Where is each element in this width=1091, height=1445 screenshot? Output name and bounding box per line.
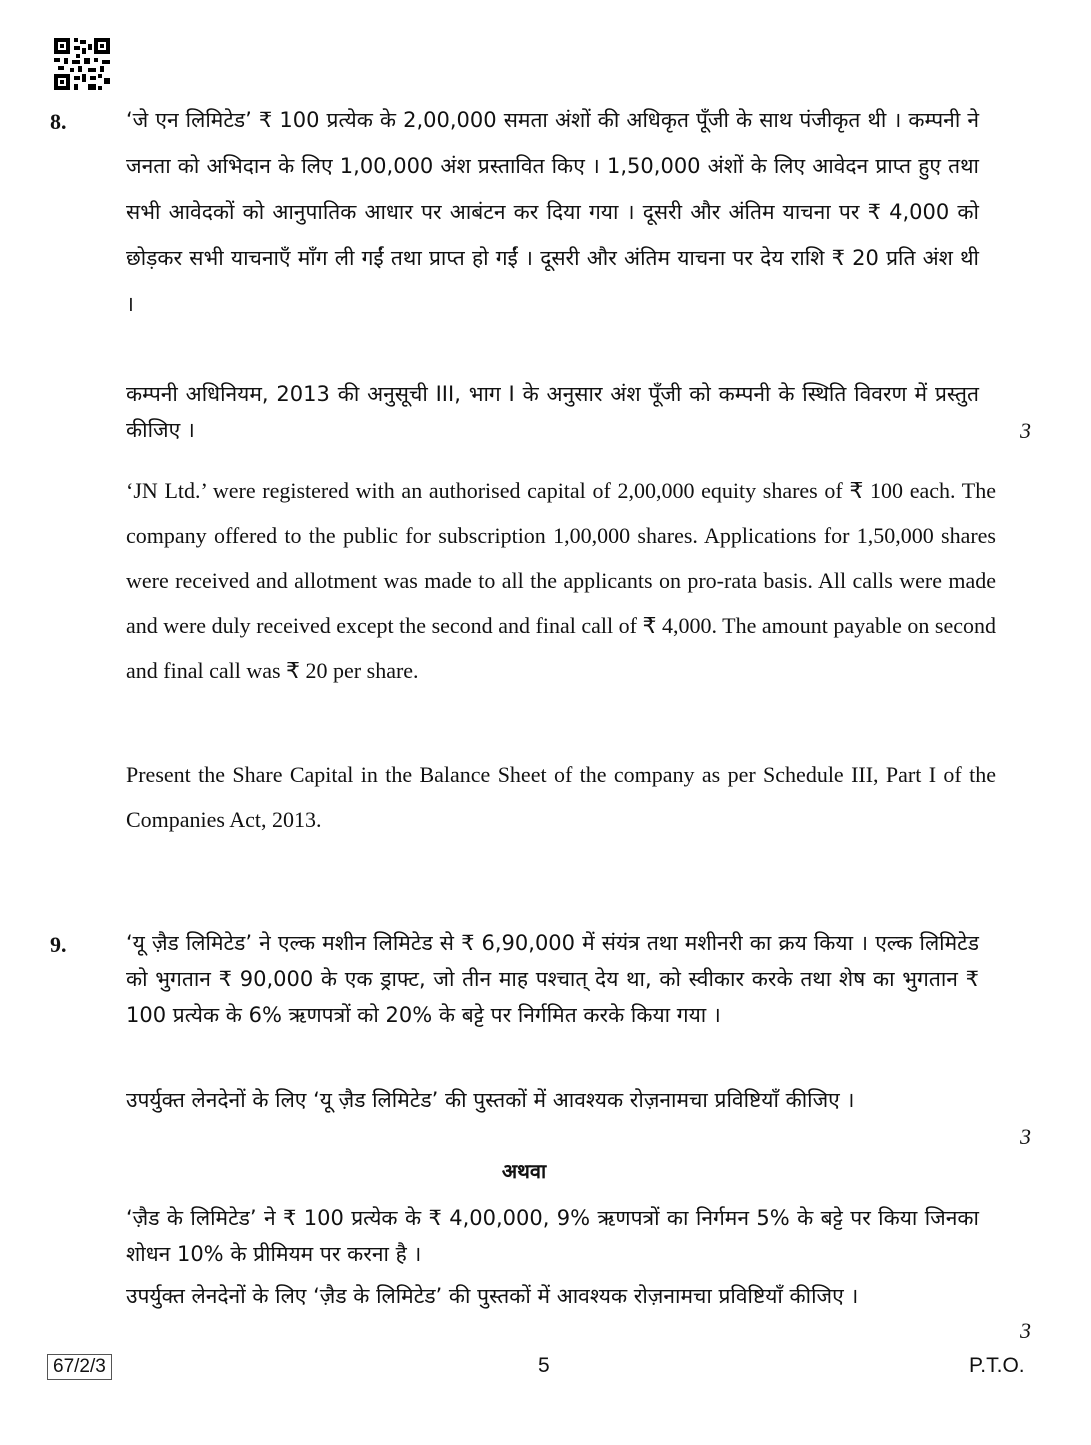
question-hindi-instruction: कम्पनी अधिनियम, 2013 की अनुसूची III, भाग I के अनुसार अंश पूँजी को कम्पनी के स्थिति विवरण में प्रस्तुत कीजिए । (126, 382, 979, 442)
paper-code: 67/2/3 (47, 1354, 112, 1380)
qr-code-icon (54, 38, 110, 90)
question-hindi-instruction: उपर्युक्त लेनदेनों के लिए ‘यू ज़ैड लिमिटेड’ की पुस्तकों में आवश्यक रोज़नामचा प्रविष्टियाँ कीजिए । (126, 1088, 855, 1112)
question-english-instruction: Present the Share Capital in the Balance Sheet of the company as per Schedule III, Part I of the Companies Act, 2013. (126, 762, 996, 832)
question-number: 8. (50, 109, 67, 134)
or-separator: अथवा (501, 1159, 547, 1183)
page-number: 5 (538, 1354, 550, 1377)
alternative-question-hindi-text: ‘ज़ैड के लिमिटेड’ ने ₹ 100 प्रत्येक के ₹ 4,00,000, 9% ऋणपत्रों का निर्गमन 5% के बट्टे पर किया जिनका शोधन 10% के प्रीमियम पर करना है । (126, 1206, 979, 1266)
question-english-text: ‘JN Ltd.’ were registered with an authorised capital of 2,00,000 equity shares of ₹ 100 each. The company offered to the public for subscription 1,00,000 shares. Applications for 1,50,000 shares were received and allotment was made to all the applicants on pro-rata basis. All calls were made and were duly received except the second and final call of ₹ 4,000. The amount payable on second and final call was ₹ 20 per share. (126, 478, 996, 683)
alternative-question-hindi-instruction: उपर्युक्त लेनदेनों के लिए ‘ज़ैड के लिमिटेड’ की पुस्तकों में आवश्यक रोज़नामचा प्रविष्टियाँ कीजिए । (126, 1284, 859, 1308)
please-turn-over: P.T.O. (969, 1354, 1025, 1377)
question-number: 9. (50, 932, 67, 957)
question-hindi-text: ‘यू ज़ैड लिमिटेड’ ने एल्क मशीन लिमिटेड से ₹ 6,90,000 में संयंत्र तथा मशीनरी का क्रय किया । एल्क लिमिटेड को भुगतान ₹ 90,000 के एक ड्राफ्ट, जो तीन माह पश्चात् देय था, को स्वीकार करके तथा शेष का भुगतान ₹ 100 प्रत्येक के 6% ऋणपत्रों को 20% के बट्टे पर निर्गमित करके किया गया । (126, 931, 979, 1027)
marks-label: 3 (1020, 418, 1031, 443)
marks-label: 3 (1020, 1318, 1031, 1343)
question-hindi-text: ‘जे एन लिमिटेड’ ₹ 100 प्रत्येक के 2,00,000 समता अंशों की अधिकृत पूँजी के साथ पंजीकृत थी । कम्पनी ने जनता को अभिदान के लिए 1,00,000 अंश प्रस्तावित किए । 1,50,000 अंशों के लिए आवेदन प्राप्त हुए तथा सभी आवेदकों को आनुपातिक आधार पर आबंटन कर दिया गया । दूसरी और अंतिम याचना पर ₹ 4,000 को छोड़कर सभी याचनाएँ माँग ली गईं तथा प्राप्त हो गईं । दूसरी और अंतिम याचना पर देय राशि ₹ 20 प्रति अंश थी । (126, 108, 979, 316)
marks-label: 3 (1020, 1124, 1031, 1149)
